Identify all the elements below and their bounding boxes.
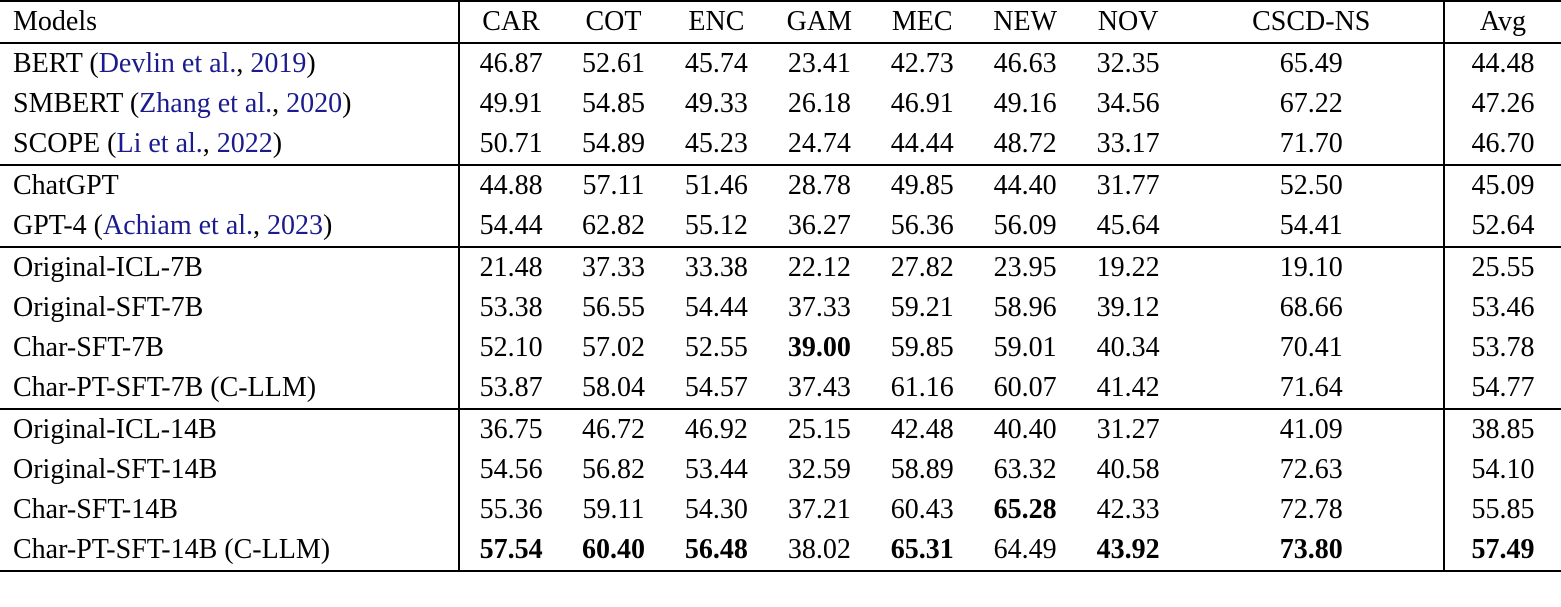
value-cell: 21.48 bbox=[479, 252, 543, 283]
value-cell: 44.44 bbox=[890, 128, 954, 159]
value-cell: 45.09 bbox=[1444, 165, 1561, 206]
value-cell: 55.85 bbox=[1444, 490, 1561, 530]
value-cell: 24.74 bbox=[787, 128, 851, 159]
value-cell: 54.89 bbox=[581, 128, 645, 159]
value-cell: 52.50 bbox=[1279, 170, 1343, 201]
value-cell: 54.57 bbox=[684, 372, 748, 403]
value-cell: 42.48 bbox=[890, 414, 954, 445]
value-cell: 32.35 bbox=[1096, 48, 1160, 79]
value-cell: 46.92 bbox=[684, 414, 748, 445]
value-cell: 56.09 bbox=[993, 210, 1057, 241]
table-row bbox=[0, 530, 1561, 571]
value-cell: 56.48 bbox=[684, 534, 748, 565]
value-cell: 42.33 bbox=[1096, 494, 1160, 525]
column-header-gam: GAM bbox=[786, 6, 852, 37]
value-cell: 46.72 bbox=[581, 414, 645, 445]
value-cell: 22.12 bbox=[787, 252, 851, 283]
model-cell bbox=[0, 530, 459, 571]
value-cell: 46.91 bbox=[890, 88, 954, 119]
model-name: Char-SFT-7B bbox=[13, 332, 164, 363]
value-cell: 38.85 bbox=[1444, 409, 1561, 450]
table-row bbox=[0, 165, 1561, 206]
value-cell: 48.72 bbox=[993, 128, 1057, 159]
value-cell: 58.96 bbox=[993, 292, 1057, 323]
value-cell: 39.00 bbox=[787, 332, 851, 363]
value-cell: 65.31 bbox=[890, 534, 954, 565]
value-cell: 26.18 bbox=[787, 88, 851, 119]
value-cell: 40.34 bbox=[1096, 332, 1160, 363]
value-cell: 60.43 bbox=[890, 494, 954, 525]
value-cell: 70.41 bbox=[1279, 332, 1343, 363]
value-cell: 53.87 bbox=[479, 372, 543, 403]
model-cell bbox=[0, 450, 459, 490]
value-cell: 25.55 bbox=[1444, 247, 1561, 288]
value-cell: 43.92 bbox=[1096, 534, 1160, 565]
value-cell: 38.02 bbox=[787, 534, 851, 565]
table-row bbox=[0, 43, 1561, 84]
value-cell: 41.09 bbox=[1279, 414, 1343, 445]
value-cell: 65.28 bbox=[993, 494, 1057, 525]
value-cell: 59.11 bbox=[582, 494, 645, 525]
value-cell: 23.95 bbox=[993, 252, 1057, 283]
value-cell: 59.01 bbox=[993, 332, 1057, 363]
value-cell: 64.49 bbox=[993, 534, 1057, 565]
model-name: SMBERT bbox=[13, 88, 123, 119]
model-cell: GPT-4 (Achiam et al., 2023) bbox=[0, 206, 459, 247]
value-cell: 49.91 bbox=[479, 88, 543, 119]
column-header-avg: Avg bbox=[1444, 1, 1561, 43]
column-header-mec: MEC bbox=[891, 6, 953, 37]
table-row bbox=[0, 84, 1561, 124]
table-row bbox=[0, 124, 1561, 165]
model-name: ChatGPT bbox=[13, 170, 119, 201]
model-cell bbox=[0, 247, 459, 288]
value-cell: 53.78 bbox=[1444, 328, 1561, 368]
value-cell: 19.10 bbox=[1279, 252, 1343, 283]
value-cell: 37.33 bbox=[787, 292, 851, 323]
model-name: BERT bbox=[13, 48, 83, 79]
value-cell: 52.10 bbox=[479, 332, 543, 363]
value-cell: 57.11 bbox=[582, 170, 645, 201]
column-header-new: NEW bbox=[993, 6, 1058, 37]
value-cell: 19.22 bbox=[1096, 252, 1160, 283]
value-cell: 71.64 bbox=[1279, 372, 1343, 403]
value-cell: 73.80 bbox=[1279, 534, 1343, 565]
table-row bbox=[0, 450, 1561, 490]
value-cell: 27.82 bbox=[890, 252, 954, 283]
model-cell: SCOPE (Li et al., 2022) bbox=[0, 124, 459, 165]
column-header-cot: COT bbox=[585, 6, 642, 37]
value-cell: 36.27 bbox=[787, 210, 851, 241]
value-cell: 49.85 bbox=[890, 170, 954, 201]
value-cell: 53.38 bbox=[479, 292, 543, 323]
model-cell bbox=[0, 165, 459, 206]
column-header-enc: ENC bbox=[688, 6, 745, 37]
value-cell: 72.63 bbox=[1279, 454, 1343, 485]
value-cell: 45.23 bbox=[684, 128, 748, 159]
citation-authors-link[interactable]: Devlin et al. bbox=[98, 48, 237, 79]
value-cell: 55.12 bbox=[684, 210, 748, 241]
value-cell: 50.71 bbox=[479, 128, 543, 159]
value-cell: 45.74 bbox=[684, 48, 748, 79]
value-cell: 41.42 bbox=[1096, 372, 1160, 403]
value-cell: 68.66 bbox=[1279, 292, 1343, 323]
table-row bbox=[0, 328, 1561, 368]
value-cell: 54.10 bbox=[1444, 450, 1561, 490]
model-cell bbox=[0, 288, 459, 328]
value-cell: 60.07 bbox=[993, 372, 1057, 403]
value-cell: 49.16 bbox=[993, 88, 1057, 119]
model-cell bbox=[0, 368, 459, 409]
value-cell: 49.33 bbox=[684, 88, 748, 119]
value-cell: 61.16 bbox=[890, 372, 954, 403]
value-cell: 54.85 bbox=[581, 88, 645, 119]
value-cell: 56.36 bbox=[890, 210, 954, 241]
value-cell: 51.46 bbox=[684, 170, 748, 201]
table-row bbox=[0, 409, 1561, 450]
value-cell: 72.78 bbox=[1279, 494, 1343, 525]
value-cell: 52.55 bbox=[684, 332, 748, 363]
value-cell: 23.41 bbox=[787, 48, 851, 79]
table-row bbox=[0, 206, 1561, 247]
citation-authors-link[interactable]: Li et al. bbox=[116, 128, 203, 159]
citation-year-link[interactable]: 2022 bbox=[216, 128, 273, 159]
table-body bbox=[0, 43, 1561, 571]
table-row bbox=[0, 490, 1561, 530]
value-cell: 63.32 bbox=[993, 454, 1057, 485]
value-cell: 34.56 bbox=[1096, 88, 1160, 119]
model-name: SCOPE bbox=[13, 128, 101, 159]
value-cell: 40.58 bbox=[1096, 454, 1160, 485]
model-cell bbox=[0, 328, 459, 368]
value-cell: 54.30 bbox=[684, 494, 748, 525]
citation-year-link[interactable]: 2020 bbox=[286, 88, 343, 119]
model-name: Original-SFT-7B bbox=[13, 292, 204, 323]
value-cell: 59.21 bbox=[890, 292, 954, 323]
value-cell: 37.43 bbox=[787, 372, 851, 403]
value-cell: 71.70 bbox=[1279, 128, 1343, 159]
value-cell: 45.64 bbox=[1096, 210, 1160, 241]
value-cell: 46.63 bbox=[993, 48, 1057, 79]
value-cell: 60.40 bbox=[581, 534, 645, 565]
value-cell: 54.44 bbox=[479, 210, 543, 241]
value-cell: 44.40 bbox=[993, 170, 1057, 201]
column-header-cscd-ns: CSCD-NS bbox=[1252, 6, 1371, 37]
value-cell: 55.36 bbox=[479, 494, 543, 525]
column-header-nov: NOV bbox=[1097, 6, 1159, 37]
value-cell: 52.61 bbox=[581, 48, 645, 79]
header-row bbox=[0, 1, 1561, 43]
value-cell: 36.75 bbox=[479, 414, 543, 445]
value-cell: 53.44 bbox=[684, 454, 748, 485]
model-cell bbox=[0, 490, 459, 530]
value-cell: 62.82 bbox=[581, 210, 645, 241]
value-cell: 33.17 bbox=[1096, 128, 1160, 159]
model-name: Char-PT-SFT-7B (C-LLM) bbox=[13, 372, 317, 403]
value-cell: 53.46 bbox=[1444, 288, 1561, 328]
table-row bbox=[0, 288, 1561, 328]
value-cell: 57.54 bbox=[479, 534, 543, 565]
value-cell: 37.33 bbox=[581, 252, 645, 283]
model-cell: SMBERT (Zhang et al., 2020) bbox=[0, 84, 459, 124]
model-name: Char-PT-SFT-14B (C-LLM) bbox=[13, 534, 331, 565]
model-cell bbox=[0, 409, 459, 450]
column-header-models: Models bbox=[0, 1, 459, 43]
value-cell: 54.56 bbox=[479, 454, 543, 485]
value-cell: 32.59 bbox=[787, 454, 851, 485]
value-cell: 44.88 bbox=[479, 170, 543, 201]
value-cell: 28.78 bbox=[787, 170, 851, 201]
value-cell: 42.73 bbox=[890, 48, 954, 79]
table-row bbox=[0, 368, 1561, 409]
value-cell: 46.70 bbox=[1444, 124, 1561, 165]
citation-authors-link[interactable]: Achiam et al. bbox=[102, 210, 254, 241]
model-cell: BERT (Devlin et al., 2019) bbox=[0, 43, 459, 84]
citation-authors-link[interactable]: Zhang et al. bbox=[139, 88, 273, 119]
citation-year-link[interactable]: 2019 bbox=[250, 48, 307, 79]
value-cell: 46.87 bbox=[479, 48, 543, 79]
value-cell: 39.12 bbox=[1096, 292, 1160, 323]
value-cell: 59.85 bbox=[890, 332, 954, 363]
value-cell: 56.82 bbox=[581, 454, 645, 485]
value-cell: 57.49 bbox=[1444, 530, 1561, 571]
model-name: Original-ICL-14B bbox=[13, 414, 217, 445]
value-cell: 47.26 bbox=[1444, 84, 1561, 124]
value-cell: 40.40 bbox=[993, 414, 1057, 445]
value-cell: 54.44 bbox=[684, 292, 748, 323]
value-cell: 37.21 bbox=[787, 494, 851, 525]
model-name: Original-SFT-14B bbox=[13, 454, 218, 485]
value-cell: 44.48 bbox=[1444, 43, 1561, 84]
column-header-car: CAR bbox=[482, 6, 540, 37]
value-cell: 58.89 bbox=[890, 454, 954, 485]
value-cell: 67.22 bbox=[1279, 88, 1343, 119]
table-row bbox=[0, 247, 1561, 288]
model-name: Original-ICL-7B bbox=[13, 252, 203, 283]
value-cell: 54.41 bbox=[1279, 210, 1343, 241]
value-cell: 54.77 bbox=[1444, 368, 1561, 409]
citation-year-link[interactable]: 2023 bbox=[267, 210, 324, 241]
value-cell: 31.77 bbox=[1096, 170, 1160, 201]
value-cell: 65.49 bbox=[1279, 48, 1343, 79]
value-cell: 57.02 bbox=[581, 332, 645, 363]
model-name: GPT-4 bbox=[13, 210, 87, 241]
model-name: Char-SFT-14B bbox=[13, 494, 178, 525]
value-cell: 31.27 bbox=[1096, 414, 1160, 445]
value-cell: 33.38 bbox=[684, 252, 748, 283]
value-cell: 25.15 bbox=[787, 414, 851, 445]
value-cell: 58.04 bbox=[581, 372, 645, 403]
value-cell: 56.55 bbox=[581, 292, 645, 323]
value-cell: 52.64 bbox=[1444, 206, 1561, 247]
